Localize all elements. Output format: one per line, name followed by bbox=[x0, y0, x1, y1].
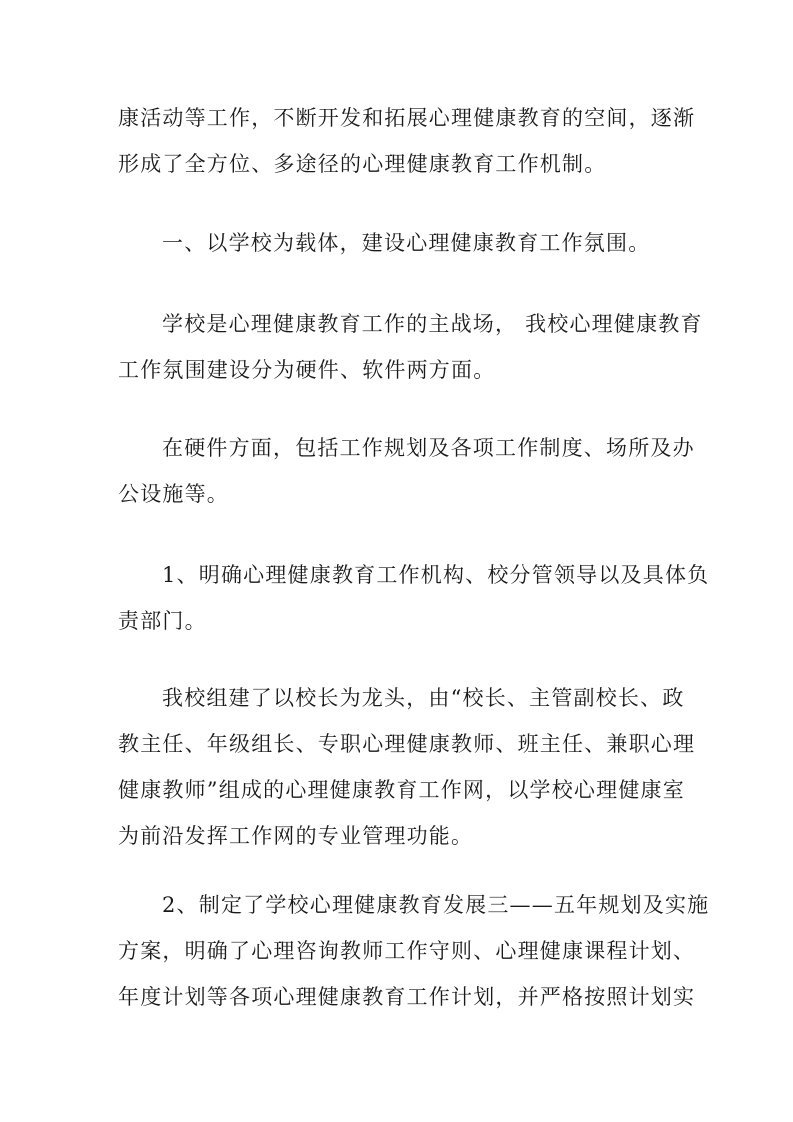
paragraph-continuation bbox=[118, 95, 696, 187]
text-line: 公设施等。 bbox=[118, 482, 229, 506]
text-line: 方案，明确了心理咨询教师工作守则、心理健康课程计划、 bbox=[118, 939, 696, 963]
text-line: 我校组建了以校长为龙头，由“校长、主管副校长、政 bbox=[162, 686, 685, 710]
text-line: 教主任、年级组长、专职心理健康教师、班主任、兼职心理 bbox=[118, 732, 696, 756]
text-line: 一、以学校为载体，建设心理健康教育工作氛围。 bbox=[162, 231, 651, 255]
text-line: 康活动等工作，不断开发和拓展心理健康教育的空间，逐渐 bbox=[118, 106, 696, 130]
text-line: 责部门。 bbox=[118, 609, 207, 633]
text-line: 为前沿发挥工作网的专业管理功能。 bbox=[118, 824, 474, 848]
text-line: 在硬件方面，包括工作规划及各项工作制度、场所及办 bbox=[162, 436, 695, 460]
paragraph bbox=[118, 675, 696, 859]
text-line: 1、明确心理健康教育工作机构、校分管领导以及具体负 bbox=[162, 563, 710, 587]
paragraph bbox=[118, 301, 703, 393]
section-heading bbox=[118, 220, 688, 266]
text-line: 2、制定了学校心理健康教育发展三——五年规划及实施 bbox=[162, 893, 710, 917]
text-line: 健康教师”组成的心理健康教育工作网，以学校心理健康室 bbox=[118, 778, 685, 802]
text-line: 工作氛围建设分为硬件、软件两方面。 bbox=[118, 358, 496, 382]
list-item-2 bbox=[118, 882, 710, 1020]
text-line: 形成了全方位、多途径的心理健康教育工作机制。 bbox=[118, 152, 607, 176]
text-line: 年度计划等各项心理健康教育工作计划，并严格按照计划实 bbox=[118, 985, 696, 1009]
list-item-1 bbox=[118, 552, 710, 644]
text-line: 学校是心理健康教育工作的主战场， 我校心理健康教育 bbox=[162, 312, 703, 336]
paragraph bbox=[118, 425, 695, 517]
